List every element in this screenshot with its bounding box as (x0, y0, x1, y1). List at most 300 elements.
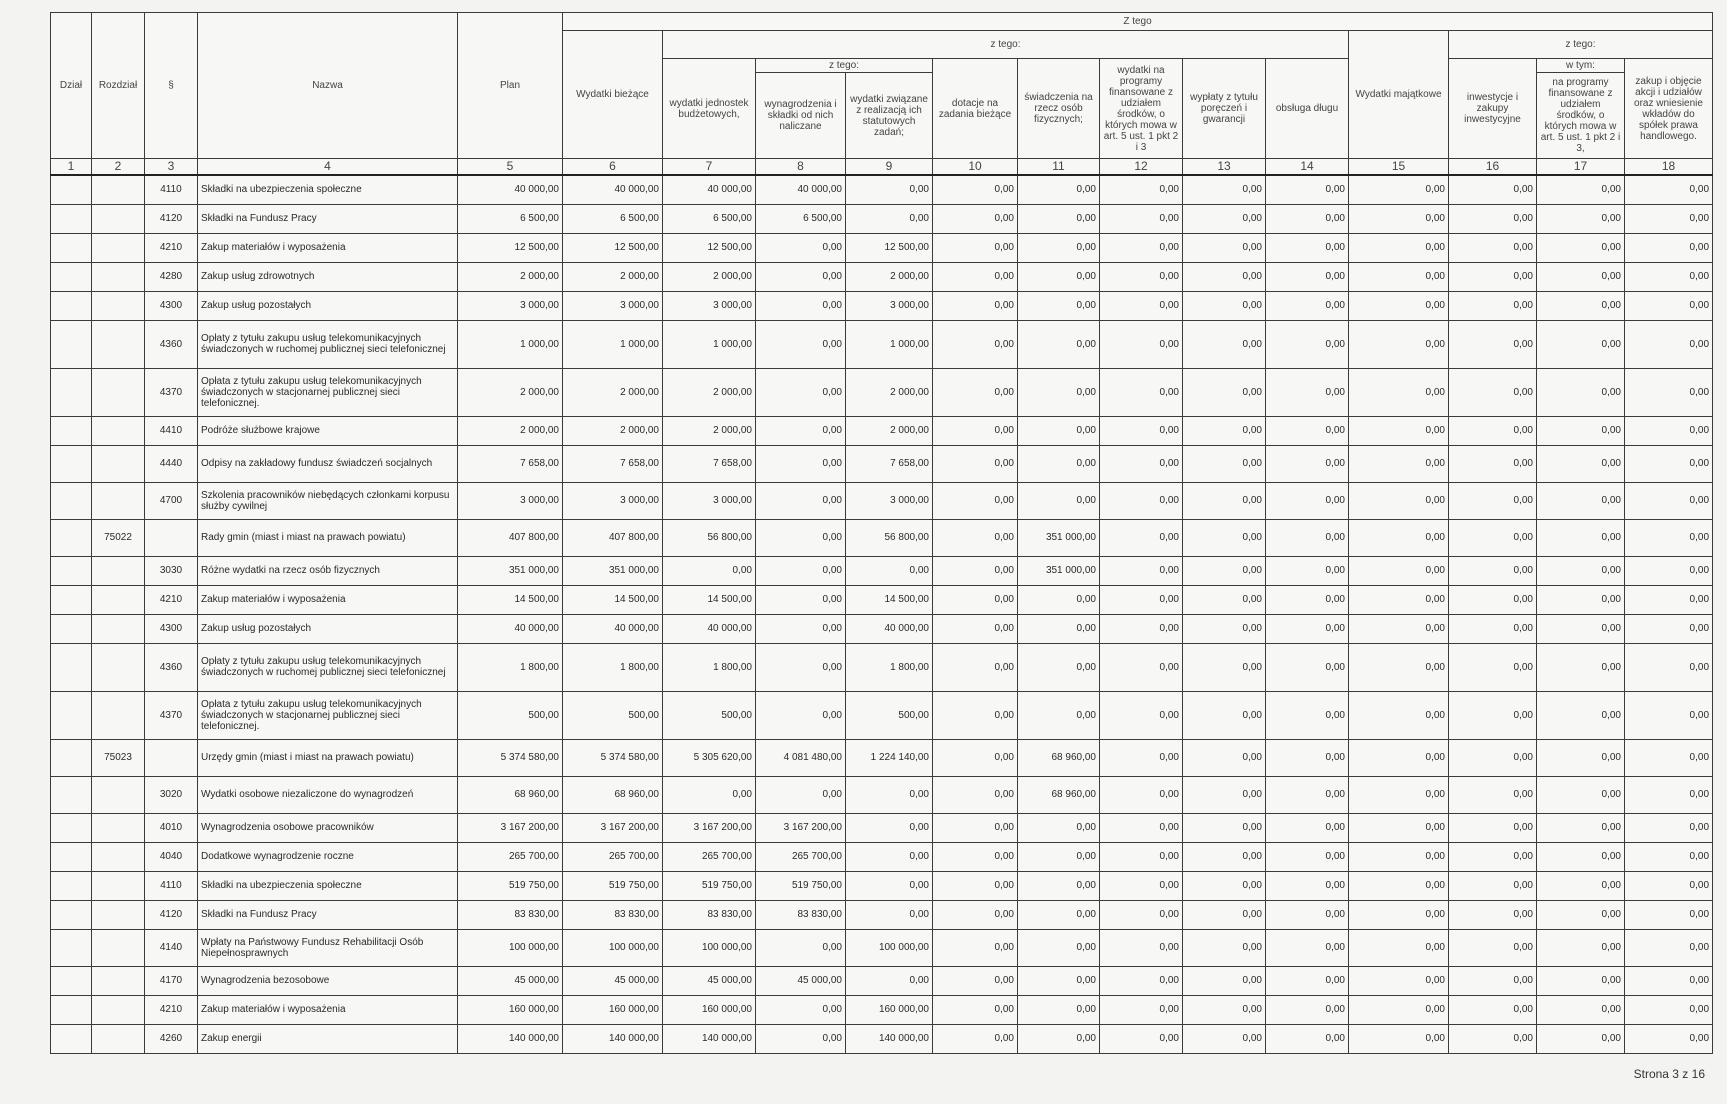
cell-value: 0,00 (933, 291, 1018, 320)
cell-value: 0,00 (1100, 291, 1183, 320)
cell-value: 45 000,00 (663, 966, 756, 995)
table-row (51, 368, 1713, 416)
cell-dzial (51, 585, 92, 614)
cell-value: 0,00 (1349, 445, 1449, 482)
cell-value: 68 960,00 (1018, 739, 1100, 776)
column-number: 14 (1266, 159, 1349, 176)
cell-value: 0,00 (1183, 691, 1266, 739)
cell-value: 0,00 (756, 585, 846, 614)
cell-name: Szkolenia pracowników niebędących członkami korpusu służby cywilnej (198, 482, 458, 519)
cell-value: 40 000,00 (458, 175, 563, 204)
cell-value: 6 500,00 (458, 204, 563, 233)
cell-value: 0,00 (1183, 368, 1266, 416)
cell-value: 3 000,00 (846, 291, 933, 320)
cell-value: 0,00 (1537, 614, 1625, 643)
cell-value: 0,00 (1018, 416, 1100, 445)
cell-rozdzial (92, 585, 145, 614)
cell-dzial (51, 691, 92, 739)
cell-value: 6 500,00 (663, 204, 756, 233)
cell-value: 0,00 (1100, 995, 1183, 1024)
column-number: 10 (933, 159, 1018, 176)
cell-dzial (51, 929, 92, 966)
table-row (51, 929, 1713, 966)
cell-value: 2 000,00 (563, 368, 663, 416)
cell-value: 0,00 (933, 262, 1018, 291)
cell-paragraf: 3030 (145, 556, 198, 585)
cell-dzial (51, 519, 92, 556)
cell-paragraf: 4210 (145, 233, 198, 262)
cell-value: 0,00 (846, 175, 933, 204)
table-row (51, 966, 1713, 995)
cell-value: 0,00 (756, 320, 846, 368)
cell-paragraf: 4170 (145, 966, 198, 995)
cell-paragraf: 4260 (145, 1024, 198, 1053)
cell-value: 0,00 (933, 1024, 1018, 1053)
cell-value: 0,00 (933, 585, 1018, 614)
header-wydatki-majatkowe: Wydatki majątkowe (1349, 31, 1449, 159)
cell-value: 0,00 (1266, 445, 1349, 482)
cell-name: Wynagrodzenia osobowe pracowników (198, 813, 458, 842)
cell-value: 0,00 (1183, 995, 1266, 1024)
cell-name: Składki na Fundusz Pracy (198, 204, 458, 233)
cell-value: 14 500,00 (663, 585, 756, 614)
cell-value: 6 500,00 (563, 204, 663, 233)
cell-value: 0,00 (1349, 1024, 1449, 1053)
cell-value: 0,00 (1625, 445, 1713, 482)
cell-value: 0,00 (1449, 291, 1537, 320)
cell-value: 0,00 (1625, 929, 1713, 966)
cell-value: 160 000,00 (563, 995, 663, 1024)
cell-value: 3 000,00 (563, 291, 663, 320)
cell-value: 0,00 (1183, 175, 1266, 204)
cell-name: Wydatki osobowe niezaliczone do wynagrodzeń (198, 776, 458, 813)
cell-value: 5 374 580,00 (563, 739, 663, 776)
cell-value: 0,00 (1349, 233, 1449, 262)
cell-value: 0,00 (1537, 519, 1625, 556)
cell-value: 0,00 (1266, 585, 1349, 614)
cell-value: 0,00 (1537, 871, 1625, 900)
cell-value: 160 000,00 (458, 995, 563, 1024)
cell-value: 0,00 (1018, 585, 1100, 614)
cell-value: 0,00 (756, 929, 846, 966)
header-w-tym: w tym: (1537, 59, 1625, 73)
cell-value: 2 000,00 (458, 368, 563, 416)
cell-value: 0,00 (1537, 482, 1625, 519)
cell-value: 0,00 (1349, 929, 1449, 966)
cell-value: 7 658,00 (458, 445, 563, 482)
cell-dzial (51, 291, 92, 320)
header-nazwa: Nazwa (198, 13, 458, 159)
cell-name: Opłata z tytułu zakupu usług telekomunikacyjnych świadczonych w stacjonarnej publicznej sieci telefonicznej. (198, 691, 458, 739)
cell-value: 0,00 (756, 614, 846, 643)
cell-value: 0,00 (1018, 871, 1100, 900)
cell-value: 0,00 (933, 445, 1018, 482)
page-number: Strona 3 z 16 (1633, 1067, 1705, 1081)
cell-value: 0,00 (1449, 739, 1537, 776)
table-row (51, 519, 1713, 556)
cell-value: 83 830,00 (458, 900, 563, 929)
cell-value: 0,00 (1100, 368, 1183, 416)
cell-value: 0,00 (1449, 614, 1537, 643)
cell-dzial (51, 1024, 92, 1053)
cell-rozdzial (92, 204, 145, 233)
cell-value: 0,00 (933, 643, 1018, 691)
cell-dzial (51, 813, 92, 842)
cell-value: 0,00 (1100, 813, 1183, 842)
cell-value: 0,00 (663, 556, 756, 585)
cell-rozdzial (92, 691, 145, 739)
header-z-tego-majatkowe: z tego: (1449, 31, 1713, 59)
cell-value: 0,00 (1349, 368, 1449, 416)
cell-value: 100 000,00 (458, 929, 563, 966)
cell-value: 0,00 (1018, 482, 1100, 519)
table-header (51, 13, 1713, 176)
cell-value: 2 000,00 (846, 368, 933, 416)
cell-value: 0,00 (933, 691, 1018, 739)
cell-dzial (51, 900, 92, 929)
cell-value: 0,00 (1537, 739, 1625, 776)
cell-value: 0,00 (1100, 614, 1183, 643)
table-row (51, 262, 1713, 291)
cell-value: 0,00 (756, 233, 846, 262)
cell-value: 83 830,00 (663, 900, 756, 929)
cell-value: 0,00 (1100, 871, 1183, 900)
cell-value: 500,00 (846, 691, 933, 739)
cell-value: 0,00 (1349, 871, 1449, 900)
cell-value: 0,00 (1183, 320, 1266, 368)
cell-value: 0,00 (1449, 900, 1537, 929)
cell-rozdzial (92, 262, 145, 291)
cell-value: 0,00 (756, 445, 846, 482)
cell-value: 0,00 (756, 262, 846, 291)
cell-value: 2 000,00 (846, 416, 933, 445)
cell-value: 14 500,00 (846, 585, 933, 614)
cell-value: 3 000,00 (663, 291, 756, 320)
cell-value: 0,00 (933, 175, 1018, 204)
cell-value: 0,00 (1349, 813, 1449, 842)
header-wydatki-jednostek: wydatki jednostek budżetowych, (663, 59, 756, 159)
cell-name: Zakup usług pozostałych (198, 614, 458, 643)
cell-paragraf: 4110 (145, 871, 198, 900)
cell-paragraf: 4370 (145, 691, 198, 739)
cell-value: 0,00 (1266, 614, 1349, 643)
cell-value: 0,00 (1266, 813, 1349, 842)
cell-value: 0,00 (1266, 1024, 1349, 1053)
table-row (51, 320, 1713, 368)
cell-dzial (51, 233, 92, 262)
cell-value: 0,00 (756, 519, 846, 556)
cell-name: Składki na Fundusz Pracy (198, 900, 458, 929)
table-row (51, 1024, 1713, 1053)
cell-value: 0,00 (1349, 739, 1449, 776)
header-programy-majatkowe: na programy finansowane z udziałem środków, o których mowa w art. 5 ust. 1 pkt 2 i 3, (1537, 73, 1625, 159)
cell-value: 0,00 (1625, 556, 1713, 585)
cell-value: 0,00 (1537, 233, 1625, 262)
cell-value: 0,00 (1266, 368, 1349, 416)
table-row (51, 556, 1713, 585)
cell-value: 0,00 (1018, 691, 1100, 739)
cell-paragraf: 4210 (145, 585, 198, 614)
cell-value: 6 500,00 (756, 204, 846, 233)
cell-value: 0,00 (1537, 966, 1625, 995)
cell-value: 45 000,00 (756, 966, 846, 995)
cell-value: 519 750,00 (563, 871, 663, 900)
cell-paragraf: 4040 (145, 842, 198, 871)
cell-value: 0,00 (1018, 1024, 1100, 1053)
cell-value: 0,00 (1266, 262, 1349, 291)
cell-value: 0,00 (1349, 643, 1449, 691)
cell-value: 0,00 (1449, 776, 1537, 813)
cell-value: 0,00 (1183, 966, 1266, 995)
cell-value: 0,00 (1449, 233, 1537, 262)
cell-value: 0,00 (1349, 482, 1449, 519)
cell-value: 1 800,00 (663, 643, 756, 691)
cell-value: 0,00 (663, 776, 756, 813)
table-row (51, 739, 1713, 776)
cell-value: 0,00 (1625, 1024, 1713, 1053)
cell-value: 2 000,00 (663, 262, 756, 291)
cell-value: 14 500,00 (563, 585, 663, 614)
cell-rozdzial (92, 929, 145, 966)
cell-value: 7 658,00 (663, 445, 756, 482)
cell-value: 3 167 200,00 (563, 813, 663, 842)
cell-value: 3 167 200,00 (663, 813, 756, 842)
cell-paragraf: 3020 (145, 776, 198, 813)
table-row (51, 175, 1713, 204)
table-row (51, 291, 1713, 320)
cell-name: Składki na ubezpieczenia społeczne (198, 175, 458, 204)
cell-value: 40 000,00 (458, 614, 563, 643)
cell-value: 0,00 (846, 966, 933, 995)
cell-value: 0,00 (1183, 204, 1266, 233)
cell-value: 0,00 (1349, 776, 1449, 813)
cell-value: 0,00 (1449, 204, 1537, 233)
cell-value: 0,00 (1625, 842, 1713, 871)
table-row (51, 871, 1713, 900)
cell-value: 0,00 (1449, 966, 1537, 995)
cell-value: 2 000,00 (458, 416, 563, 445)
table-body (51, 175, 1713, 1053)
table-row (51, 204, 1713, 233)
header-z-tego-biezace: z tego: (663, 31, 1349, 59)
cell-value: 68 960,00 (458, 776, 563, 813)
cell-value: 0,00 (1349, 320, 1449, 368)
cell-value: 0,00 (1266, 842, 1349, 871)
budget-table (50, 12, 1713, 1054)
cell-value: 100 000,00 (846, 929, 933, 966)
cell-value: 0,00 (1537, 175, 1625, 204)
cell-rozdzial: 75023 (92, 739, 145, 776)
header-wydatki-programy: wydatki na programy finansowane z udziałem środków, o których mowa w art. 5 ust. 1 pkt 2 i 3 (1100, 59, 1183, 159)
cell-value: 0,00 (1183, 871, 1266, 900)
cell-value: 0,00 (756, 482, 846, 519)
cell-value: 0,00 (1266, 995, 1349, 1024)
cell-value: 0,00 (1266, 871, 1349, 900)
cell-rozdzial (92, 776, 145, 813)
cell-paragraf: 4210 (145, 995, 198, 1024)
cell-value: 0,00 (1100, 585, 1183, 614)
cell-dzial (51, 776, 92, 813)
cell-value: 0,00 (1349, 585, 1449, 614)
cell-value: 351 000,00 (1018, 556, 1100, 585)
cell-value: 100 000,00 (563, 929, 663, 966)
cell-value: 0,00 (1100, 929, 1183, 966)
cell-value: 2 000,00 (663, 416, 756, 445)
cell-rozdzial (92, 291, 145, 320)
cell-value: 0,00 (1449, 995, 1537, 1024)
cell-value: 0,00 (1449, 1024, 1537, 1053)
cell-name: Opłaty z tytułu zakupu usług telekomunikacyjnych świadczonych w ruchomej publicznej sieci telefonicznej (198, 320, 458, 368)
cell-value: 0,00 (933, 519, 1018, 556)
cell-dzial (51, 643, 92, 691)
cell-paragraf: 4300 (145, 614, 198, 643)
cell-value: 0,00 (1183, 262, 1266, 291)
cell-value: 0,00 (1266, 643, 1349, 691)
cell-value: 12 500,00 (663, 233, 756, 262)
cell-value: 0,00 (1183, 445, 1266, 482)
cell-value: 0,00 (756, 368, 846, 416)
cell-value: 0,00 (933, 900, 1018, 929)
cell-value: 0,00 (1349, 175, 1449, 204)
cell-dzial (51, 556, 92, 585)
cell-value: 0,00 (1625, 739, 1713, 776)
cell-value: 0,00 (1018, 900, 1100, 929)
cell-value: 0,00 (1537, 813, 1625, 842)
column-number: 6 (563, 159, 663, 176)
cell-rozdzial: 75022 (92, 519, 145, 556)
column-number: 4 (198, 159, 458, 176)
cell-paragraf: 4120 (145, 204, 198, 233)
cell-value: 500,00 (563, 691, 663, 739)
cell-value: 0,00 (1266, 175, 1349, 204)
cell-dzial (51, 445, 92, 482)
cell-rozdzial (92, 966, 145, 995)
cell-value: 0,00 (1449, 929, 1537, 966)
cell-name: Zakup energii (198, 1024, 458, 1053)
cell-name: Rady gmin (miast i miast na prawach powiatu) (198, 519, 458, 556)
cell-value: 2 000,00 (846, 262, 933, 291)
cell-name: Opłata z tytułu zakupu usług telekomunikacyjnych świadczonych w stacjonarnej publicznej sieci telefonicznej. (198, 368, 458, 416)
cell-value: 0,00 (1449, 871, 1537, 900)
cell-value: 0,00 (1537, 585, 1625, 614)
cell-value: 0,00 (1266, 929, 1349, 966)
cell-value: 0,00 (1018, 966, 1100, 995)
cell-value: 100 000,00 (663, 929, 756, 966)
cell-value: 0,00 (1349, 556, 1449, 585)
cell-value: 0,00 (1449, 519, 1537, 556)
cell-paragraf: 4360 (145, 643, 198, 691)
cell-value: 0,00 (1537, 556, 1625, 585)
cell-value: 40 000,00 (756, 175, 846, 204)
header-z-tego-jednostek: z tego: (756, 59, 933, 73)
cell-value: 0,00 (1449, 585, 1537, 614)
cell-value: 45 000,00 (458, 966, 563, 995)
cell-value: 3 167 200,00 (458, 813, 563, 842)
cell-name: Zakup materiałów i wyposażenia (198, 585, 458, 614)
cell-name: Zakup materiałów i wyposażenia (198, 995, 458, 1024)
cell-value: 0,00 (1349, 995, 1449, 1024)
cell-name: Dodatkowe wynagrodzenie roczne (198, 842, 458, 871)
cell-rozdzial (92, 175, 145, 204)
header-dotacje: dotacje na zadania bieżące (933, 59, 1018, 159)
cell-dzial (51, 482, 92, 519)
cell-value: 0,00 (1537, 842, 1625, 871)
table-row (51, 585, 1713, 614)
table-row (51, 813, 1713, 842)
cell-value: 140 000,00 (663, 1024, 756, 1053)
cell-value: 12 500,00 (563, 233, 663, 262)
cell-value: 0,00 (846, 204, 933, 233)
cell-value: 0,00 (1100, 556, 1183, 585)
cell-value: 0,00 (1100, 204, 1183, 233)
table-row (51, 445, 1713, 482)
cell-value: 0,00 (933, 233, 1018, 262)
table-row (51, 776, 1713, 813)
cell-value: 56 800,00 (846, 519, 933, 556)
cell-value: 0,00 (1349, 900, 1449, 929)
cell-value: 0,00 (1449, 445, 1537, 482)
cell-paragraf (145, 519, 198, 556)
cell-value: 0,00 (756, 1024, 846, 1053)
cell-value: 2 000,00 (663, 368, 756, 416)
column-number: 13 (1183, 159, 1266, 176)
cell-value: 0,00 (1625, 643, 1713, 691)
cell-value: 0,00 (1018, 929, 1100, 966)
header-rozdzial: Rozdział (92, 13, 145, 159)
cell-value: 0,00 (1449, 262, 1537, 291)
cell-value: 0,00 (1100, 739, 1183, 776)
cell-value: 0,00 (933, 368, 1018, 416)
cell-value: 0,00 (1266, 556, 1349, 585)
header-inwestycje: inwestycje i zakupy inwestycyjne (1449, 59, 1537, 159)
table-row (51, 842, 1713, 871)
cell-value: 0,00 (1100, 900, 1183, 929)
cell-value: 500,00 (663, 691, 756, 739)
cell-value: 0,00 (1625, 871, 1713, 900)
cell-value: 0,00 (1018, 320, 1100, 368)
cell-rozdzial (92, 1024, 145, 1053)
cell-value: 3 000,00 (663, 482, 756, 519)
cell-name: Zakup usług zdrowotnych (198, 262, 458, 291)
cell-value: 0,00 (1266, 739, 1349, 776)
cell-dzial (51, 871, 92, 900)
cell-value: 5 305 620,00 (663, 739, 756, 776)
cell-value: 0,00 (933, 813, 1018, 842)
cell-value: 83 830,00 (563, 900, 663, 929)
cell-dzial (51, 739, 92, 776)
cell-value: 0,00 (1625, 482, 1713, 519)
cell-value: 0,00 (1449, 643, 1537, 691)
cell-value: 0,00 (1625, 233, 1713, 262)
cell-dzial (51, 368, 92, 416)
cell-value: 407 800,00 (458, 519, 563, 556)
cell-value: 0,00 (1183, 519, 1266, 556)
column-numbers-row (51, 159, 1713, 176)
cell-value: 0,00 (1625, 995, 1713, 1024)
column-number: 9 (846, 159, 933, 176)
cell-value: 0,00 (1537, 445, 1625, 482)
cell-value: 0,00 (933, 204, 1018, 233)
cell-value: 2 000,00 (458, 262, 563, 291)
table-row (51, 995, 1713, 1024)
cell-value: 0,00 (933, 776, 1018, 813)
cell-value: 160 000,00 (846, 995, 933, 1024)
cell-value: 0,00 (1100, 776, 1183, 813)
cell-value: 14 500,00 (458, 585, 563, 614)
cell-value: 0,00 (1100, 482, 1183, 519)
cell-value: 265 700,00 (663, 842, 756, 871)
cell-value: 12 500,00 (846, 233, 933, 262)
